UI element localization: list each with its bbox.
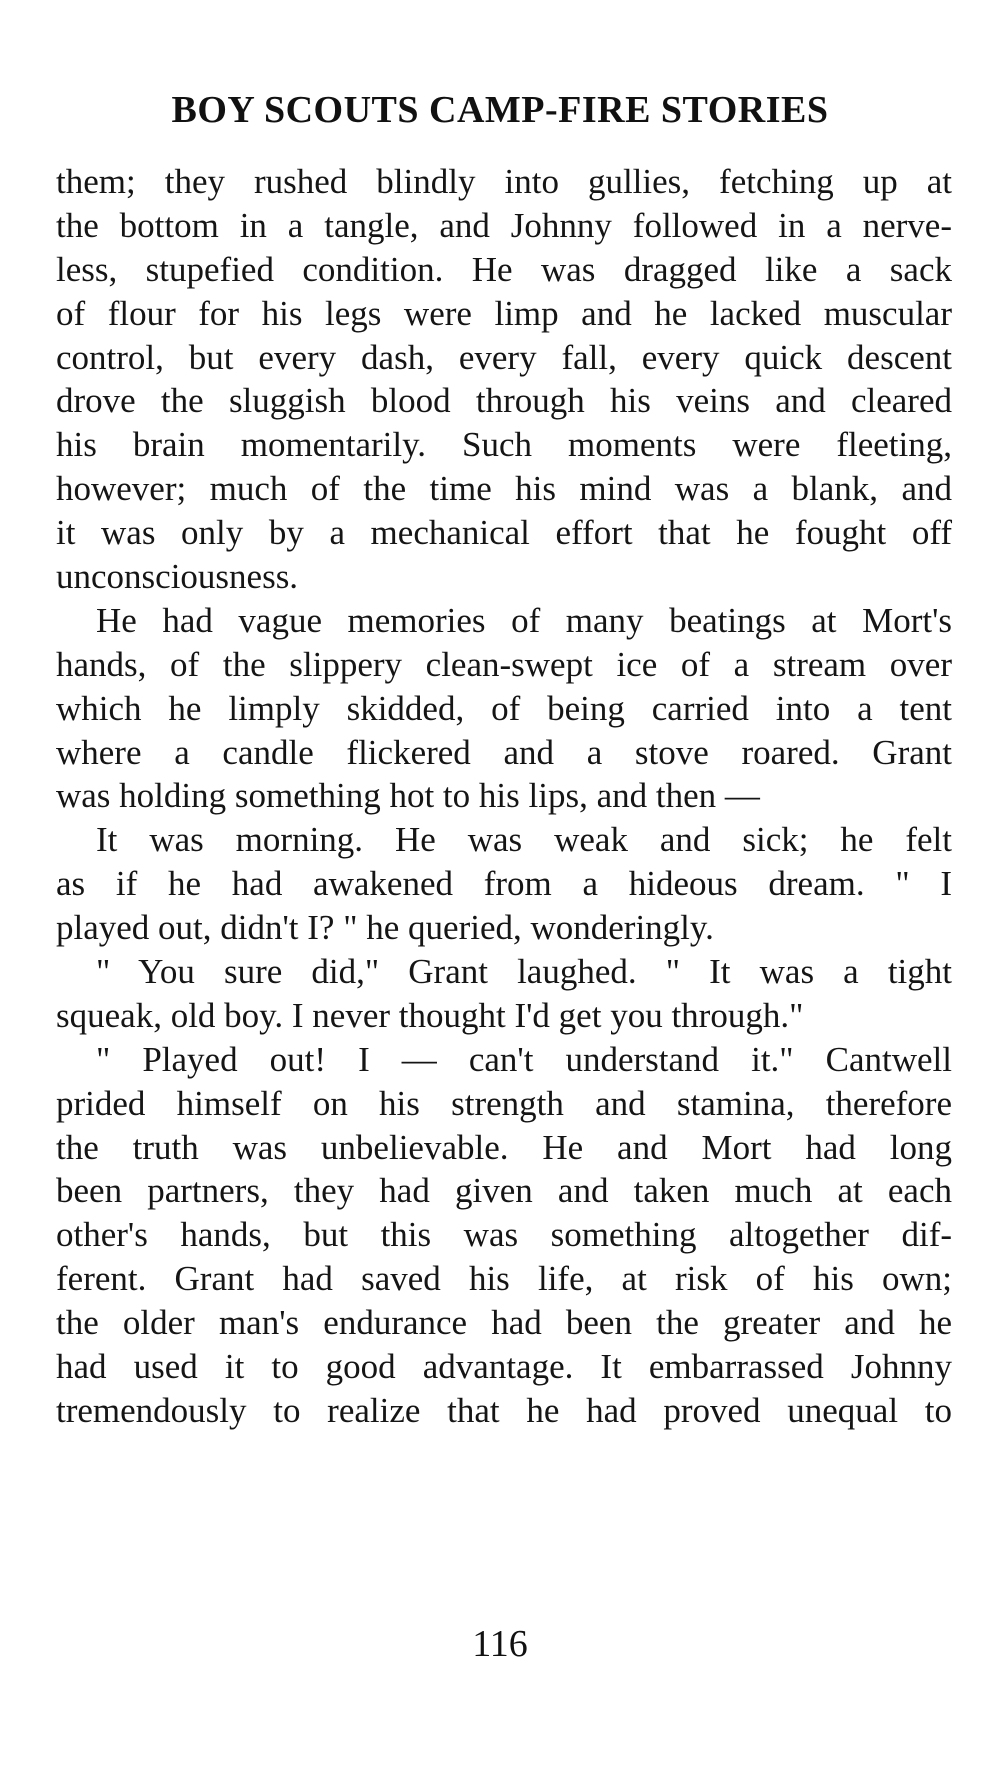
text-line: less, stupefied condition. He was dragged like a sack <box>56 249 952 289</box>
text-line: the truth was unbelievable. He and Mort had long <box>56 1127 952 1167</box>
text-line: " Played out! I — can't understand it." Cantwell <box>96 1039 952 1079</box>
text-line: played out, didn't I? " he queried, wonderingly. <box>56 908 714 948</box>
text-line: other's hands, but this was something altogether dif- <box>56 1215 952 1255</box>
text-line: where a candle flickered and a stove roared. Grant <box>56 732 952 772</box>
text-line: tremendously to realize that he had proved unequal to <box>56 1390 952 1430</box>
text-line: prided himself on his strength and stamina, therefore <box>56 1083 952 1123</box>
text-line: ferent. Grant had saved his life, at risk of his own; <box>56 1259 952 1299</box>
text-line: of flour for his legs were limp and he lacked muscular <box>56 293 952 333</box>
page-number: 116 <box>472 1623 528 1665</box>
text-line: hands, of the slippery clean-swept ice of a stream over <box>56 644 952 684</box>
running-head: BOY SCOUTS CAMP-FIRE STORIES <box>171 89 829 131</box>
body-text <box>56 160 952 1433</box>
text-line: drove the sluggish blood through his veins and cleared <box>56 381 952 421</box>
text-line: squeak, old boy. I never thought I'd get you through." <box>56 995 804 1035</box>
text-line: the older man's endurance had been the greater and he <box>56 1303 952 1343</box>
text-line: the bottom in a tangle, and Johnny followed in a nerve- <box>56 205 952 245</box>
text-line: had used it to good advantage. It embarrassed Johnny <box>56 1347 952 1387</box>
text-line: it was only by a mechanical effort that he fought off <box>56 513 952 553</box>
text-line: unconsciousness. <box>56 557 299 597</box>
text-line: been partners, they had given and taken much at each <box>56 1171 952 1211</box>
text-line: " You sure did," Grant laughed. " It was a tight <box>96 952 952 992</box>
text-line: them; they rushed blindly into gullies, fetching up at <box>56 162 952 201</box>
text-line: which he limply skidded, of being carried into a tent <box>56 688 952 728</box>
text-line: however; much of the time his mind was a blank, and <box>56 469 952 509</box>
text-line: his brain momentarily. Such moments were fleeting, <box>56 425 952 465</box>
text-line: was holding something hot to his lips, and then — <box>56 776 760 816</box>
text-line: control, but every dash, every fall, every quick descent <box>56 337 952 377</box>
text-line: It was morning. He was weak and sick; he felt <box>96 820 952 860</box>
text-line: as if he had awakened from a hideous dream. " I <box>56 864 952 904</box>
text-line: He had vague memories of many beatings at Mort's <box>96 600 952 640</box>
